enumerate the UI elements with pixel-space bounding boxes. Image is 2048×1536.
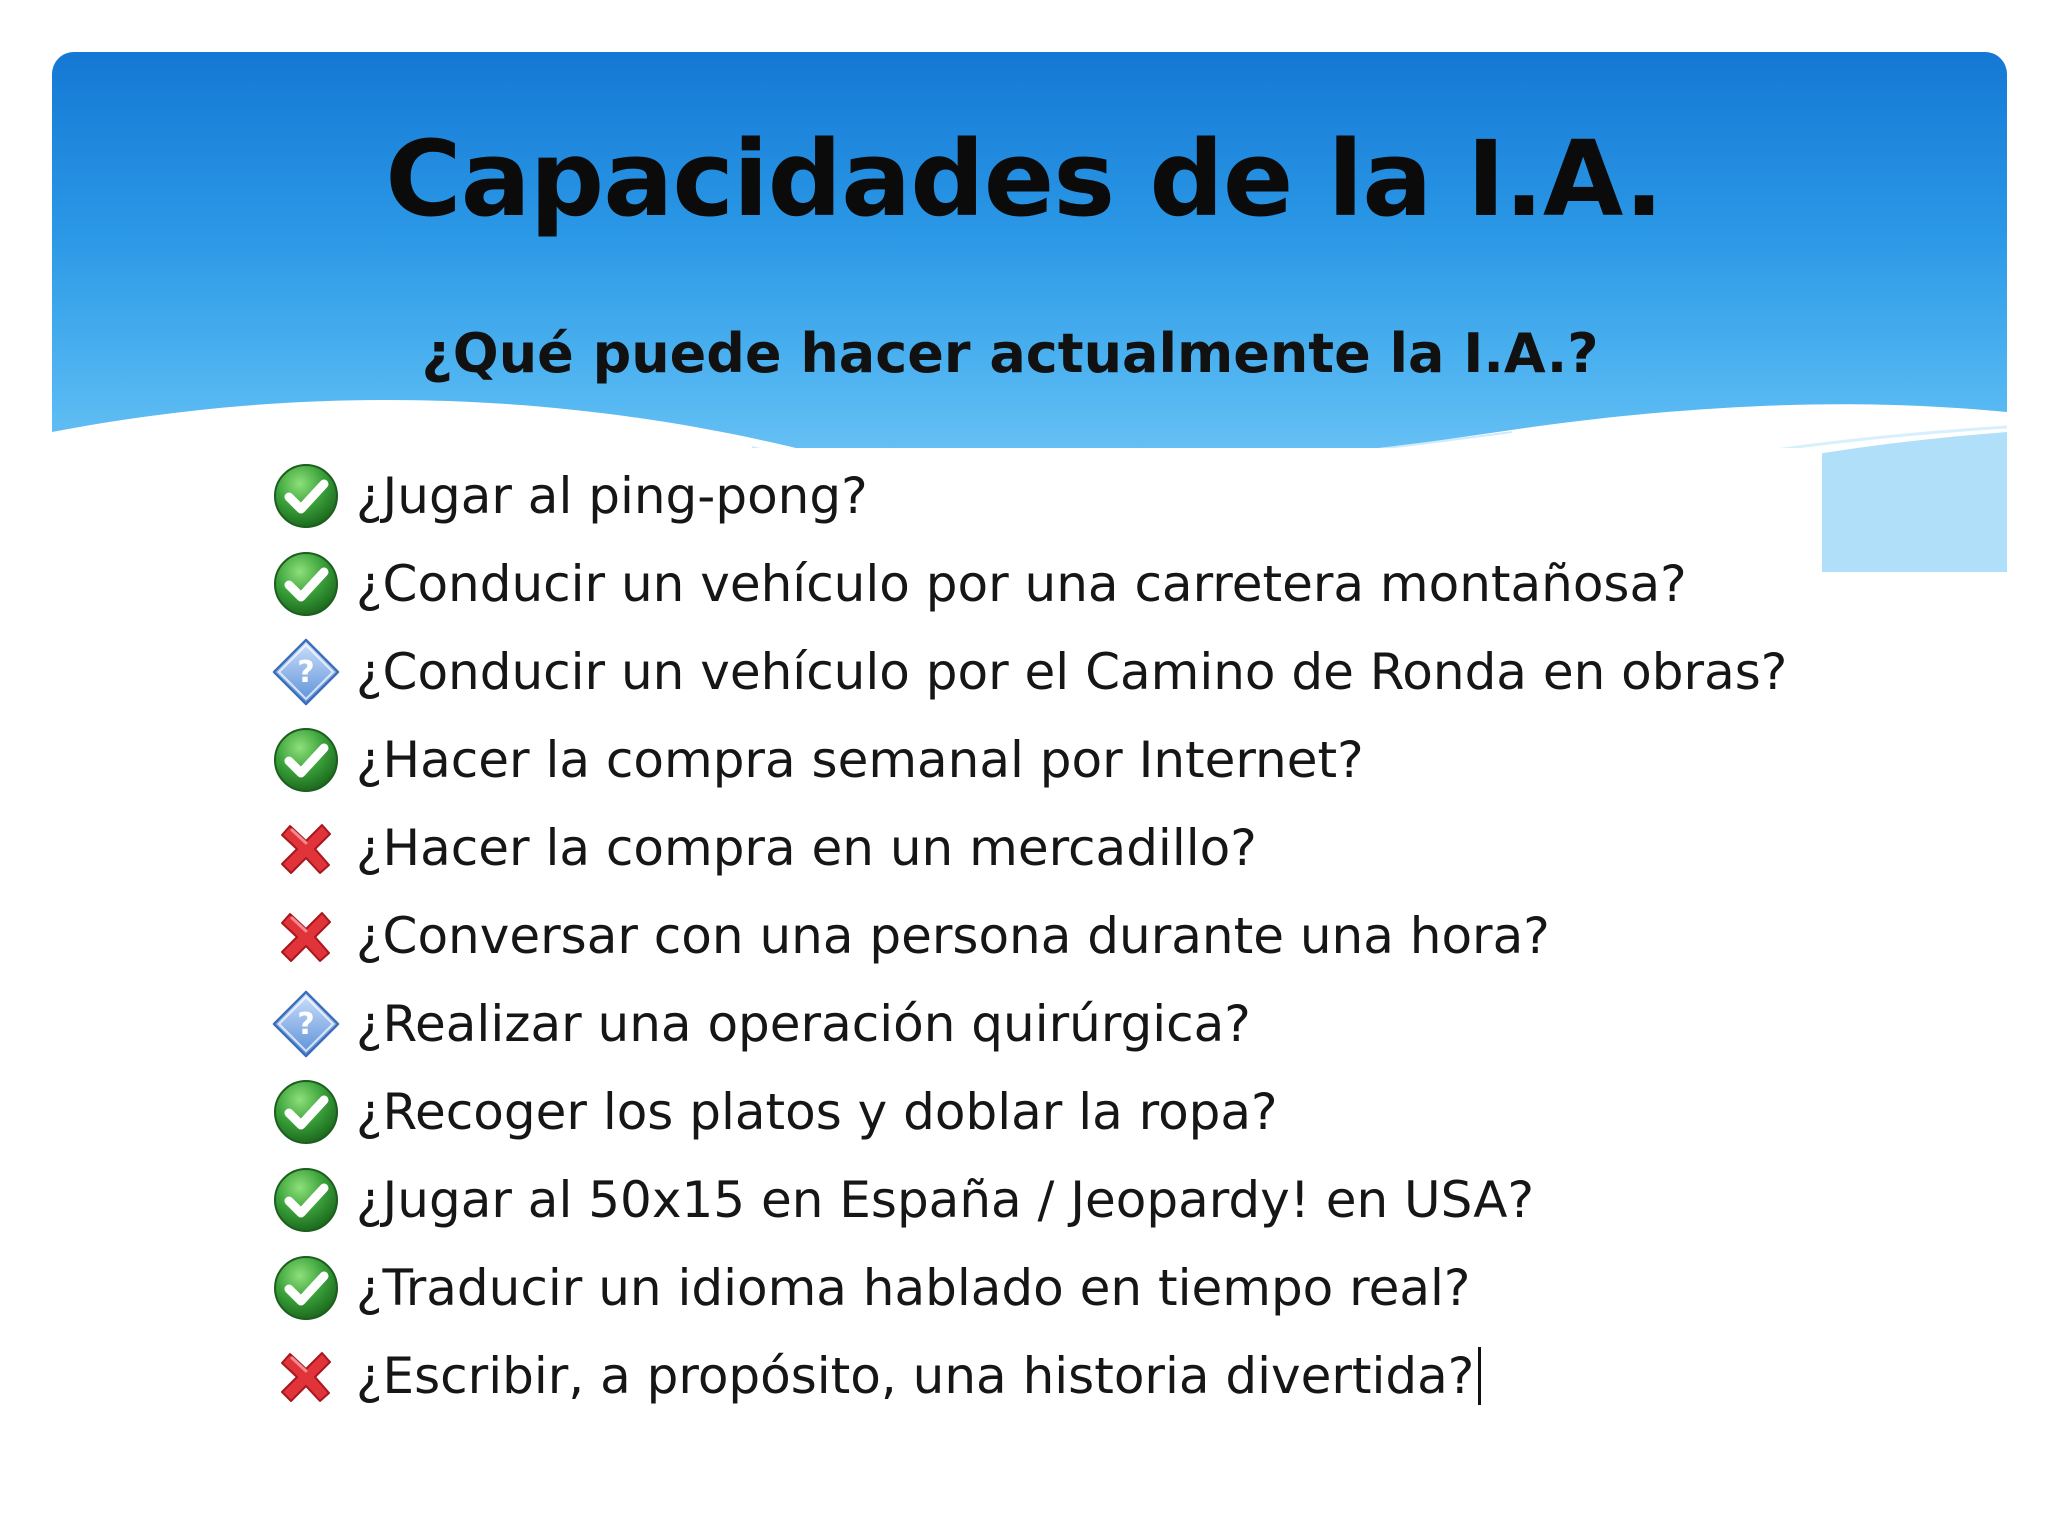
check-icon — [270, 724, 342, 796]
list-item — [270, 980, 1787, 1068]
question-icon — [270, 636, 342, 708]
list-item — [270, 1332, 1787, 1420]
list-item-label: ¿Realizar una operación quirúrgica? — [356, 995, 1251, 1053]
list-item — [270, 1156, 1787, 1244]
check-icon — [270, 1164, 342, 1236]
text-cursor — [1478, 1347, 1481, 1405]
svg-text:?: ? — [297, 655, 315, 690]
list-item-label: ¿Conducir un vehículo por el Camino de Ronda en obras? — [356, 643, 1788, 701]
list-item-label: ¿Hacer la compra semanal por Internet? — [356, 731, 1364, 789]
slide-title: Capacidades de la I.A. — [385, 118, 1663, 240]
list-item-label: ¿Conducir un vehículo por una carretera montañosa? — [356, 555, 1687, 613]
list-item-label: ¿Hacer la compra en un mercadillo? — [356, 819, 1257, 877]
list-item-label: ¿Jugar al ping-pong? — [356, 467, 868, 525]
list-item — [270, 892, 1787, 980]
list-item-label: ¿Recoger los platos y doblar la ropa? — [356, 1083, 1278, 1141]
list-item — [270, 540, 1787, 628]
check-icon — [270, 1252, 342, 1324]
svg-text:?: ? — [297, 1007, 315, 1042]
list-item — [270, 716, 1787, 804]
list-item-label: ¿Conversar con una persona durante una hora? — [356, 907, 1550, 965]
list-item-label: ¿Traducir un idioma hablado en tiempo real? — [356, 1259, 1471, 1317]
list-item — [270, 1244, 1787, 1332]
list-item-label: ¿Escribir, a propósito, una historia divertida? — [356, 1347, 1475, 1405]
list-item — [270, 804, 1787, 892]
slide-subtitle: ¿Qué puede hacer actualmente la I.A.? — [421, 322, 1599, 385]
cross-icon — [270, 900, 342, 972]
list-item-label: ¿Jugar al 50x15 en España / Jeopardy! en USA? — [356, 1171, 1535, 1229]
cross-icon — [270, 1340, 342, 1412]
list-item — [270, 628, 1787, 716]
check-icon — [270, 548, 342, 620]
list-item — [270, 1068, 1787, 1156]
list-item — [270, 452, 1787, 540]
capability-list — [270, 452, 1787, 1420]
question-icon — [270, 988, 342, 1060]
check-icon — [270, 460, 342, 532]
cross-icon — [270, 812, 342, 884]
check-icon — [270, 1076, 342, 1148]
